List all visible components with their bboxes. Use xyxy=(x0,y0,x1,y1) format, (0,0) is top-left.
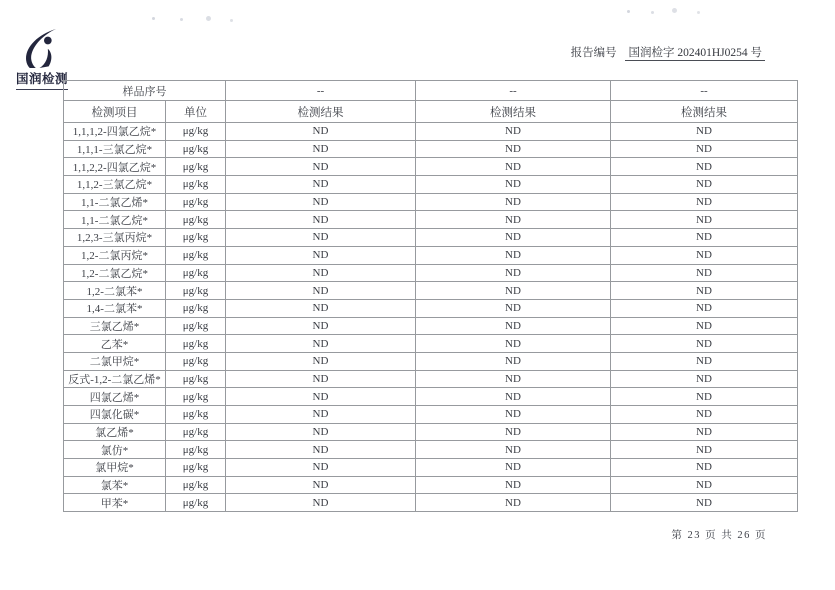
result-cell: ND xyxy=(416,459,611,477)
table-row xyxy=(64,317,798,335)
result-cell: ND xyxy=(226,158,416,176)
unit-cell: μg/kg xyxy=(166,299,226,317)
result-cell: ND xyxy=(416,193,611,211)
logo-g-icon xyxy=(22,28,62,68)
item-cell: 甲苯* xyxy=(64,494,166,512)
unit-cell: μg/kg xyxy=(166,459,226,477)
item-cell: 1,2-二氯乙烷* xyxy=(64,264,166,282)
table-row xyxy=(64,406,798,424)
column-header-row xyxy=(64,101,798,123)
table-row xyxy=(64,140,798,158)
item-cell: 1,1-二氯乙烷* xyxy=(64,211,166,229)
result-cell: ND xyxy=(226,388,416,406)
result-cell: ND xyxy=(416,370,611,388)
result-cell: ND xyxy=(226,370,416,388)
unit-cell: μg/kg xyxy=(166,193,226,211)
result-cell: ND xyxy=(226,140,416,158)
item-cell: 氯乙烯* xyxy=(64,423,166,441)
result-cell: ND xyxy=(611,193,798,211)
item-cell: 1,1,2,2-四氯乙烷* xyxy=(64,158,166,176)
result-cell: ND xyxy=(226,211,416,229)
result-cell: ND xyxy=(611,211,798,229)
table-row xyxy=(64,352,798,370)
result-cell: ND xyxy=(611,335,798,353)
unit-cell: μg/kg xyxy=(166,140,226,158)
item-cell: 氯苯* xyxy=(64,476,166,494)
result-cell: ND xyxy=(416,441,611,459)
result-cell: ND xyxy=(611,494,798,512)
unit-cell: μg/kg xyxy=(166,317,226,335)
result-cell: ND xyxy=(611,123,798,141)
result-cell: ND xyxy=(416,476,611,494)
result-cell: ND xyxy=(611,229,798,247)
result-cell: ND xyxy=(226,229,416,247)
table-row xyxy=(64,370,798,388)
table-row xyxy=(64,282,798,300)
result-cell: ND xyxy=(611,406,798,424)
result-cell: ND xyxy=(226,441,416,459)
result-cell: ND xyxy=(416,299,611,317)
result-cell: ND xyxy=(611,459,798,477)
results-tbody xyxy=(64,81,798,512)
table-row xyxy=(64,123,798,141)
item-cell: 三氯乙烯* xyxy=(64,317,166,335)
sample-number-label: 样品序号 xyxy=(64,81,226,101)
unit-cell: μg/kg xyxy=(166,264,226,282)
column-header-result: 检测结果 xyxy=(416,101,611,123)
result-cell: ND xyxy=(416,176,611,194)
table-row xyxy=(64,441,798,459)
table-row xyxy=(64,176,798,194)
item-cell: 1,1,1-三氯乙烷* xyxy=(64,140,166,158)
result-cell: ND xyxy=(611,370,798,388)
unit-cell: μg/kg xyxy=(166,229,226,247)
result-cell: ND xyxy=(226,494,416,512)
scan-artifact-right xyxy=(627,10,630,13)
result-cell: ND xyxy=(416,123,611,141)
sample-number-value: -- xyxy=(226,81,416,101)
result-cell: ND xyxy=(226,406,416,424)
table-row xyxy=(64,459,798,477)
result-cell: ND xyxy=(416,494,611,512)
item-cell: 1,2,3-三氯丙烷* xyxy=(64,229,166,247)
result-cell: ND xyxy=(416,140,611,158)
result-cell: ND xyxy=(416,335,611,353)
results-table xyxy=(63,80,798,512)
result-cell: ND xyxy=(611,299,798,317)
table-row xyxy=(64,299,798,317)
result-cell: ND xyxy=(416,246,611,264)
scan-artifact-left xyxy=(152,17,155,20)
result-cell: ND xyxy=(416,158,611,176)
report-number-line xyxy=(571,44,765,60)
unit-cell: μg/kg xyxy=(166,423,226,441)
result-cell: ND xyxy=(416,264,611,282)
result-cell: ND xyxy=(611,441,798,459)
item-cell: 氯甲烷* xyxy=(64,459,166,477)
unit-cell: μg/kg xyxy=(166,282,226,300)
result-cell: ND xyxy=(226,246,416,264)
result-cell: ND xyxy=(416,211,611,229)
result-cell: ND xyxy=(416,352,611,370)
unit-cell: μg/kg xyxy=(166,123,226,141)
unit-cell: μg/kg xyxy=(166,335,226,353)
result-cell: ND xyxy=(416,406,611,424)
result-cell: ND xyxy=(611,264,798,282)
result-cell: ND xyxy=(611,352,798,370)
result-cell: ND xyxy=(226,193,416,211)
result-cell: ND xyxy=(611,317,798,335)
unit-cell: μg/kg xyxy=(166,476,226,494)
unit-cell: μg/kg xyxy=(166,370,226,388)
item-cell: 四氯化碳* xyxy=(64,406,166,424)
item-cell: 二氯甲烷* xyxy=(64,352,166,370)
item-cell: 反式-1,2-二氯乙烯* xyxy=(64,370,166,388)
column-header-unit: 单位 xyxy=(166,101,226,123)
table-row xyxy=(64,264,798,282)
unit-cell: μg/kg xyxy=(166,158,226,176)
unit-cell: μg/kg xyxy=(166,494,226,512)
result-cell: ND xyxy=(611,176,798,194)
sample-number-value: -- xyxy=(611,81,798,101)
report-number-value: 国润检字 202401HJ0254 号 xyxy=(625,47,765,61)
result-cell: ND xyxy=(611,158,798,176)
item-cell: 四氯乙烯* xyxy=(64,388,166,406)
result-cell: ND xyxy=(226,423,416,441)
report-number-label: 报告编号 xyxy=(570,47,617,59)
result-cell: ND xyxy=(226,317,416,335)
table-row xyxy=(64,335,798,353)
column-header-result: 检测结果 xyxy=(226,101,416,123)
logo-text: 国润检测 xyxy=(16,69,68,90)
item-cell: 1,1,2-三氯乙烷* xyxy=(64,176,166,194)
result-cell: ND xyxy=(226,352,416,370)
sample-number-value: -- xyxy=(416,81,611,101)
item-cell: 1,2-二氯苯* xyxy=(64,282,166,300)
result-cell: ND xyxy=(226,282,416,300)
unit-cell: μg/kg xyxy=(166,246,226,264)
item-cell: 1,2-二氯丙烷* xyxy=(64,246,166,264)
unit-cell: μg/kg xyxy=(166,211,226,229)
table-row xyxy=(64,229,798,247)
result-cell: ND xyxy=(416,282,611,300)
result-cell: ND xyxy=(226,335,416,353)
result-cell: ND xyxy=(416,229,611,247)
result-cell: ND xyxy=(226,299,416,317)
page-number: 第 23 页 共 26 页 xyxy=(671,530,767,541)
table-row xyxy=(64,246,798,264)
table-row xyxy=(64,494,798,512)
item-cell: 乙苯* xyxy=(64,335,166,353)
result-cell: ND xyxy=(416,317,611,335)
table-row xyxy=(64,423,798,441)
result-cell: ND xyxy=(611,476,798,494)
result-cell: ND xyxy=(226,264,416,282)
sample-number-row xyxy=(64,81,798,101)
result-cell: ND xyxy=(611,282,798,300)
unit-cell: μg/kg xyxy=(166,352,226,370)
table-row xyxy=(64,211,798,229)
item-cell: 1,1,1,2-四氯乙烷* xyxy=(64,123,166,141)
table-row xyxy=(64,476,798,494)
result-cell: ND xyxy=(226,176,416,194)
result-cell: ND xyxy=(226,459,416,477)
result-cell: ND xyxy=(226,476,416,494)
item-cell: 1,1-二氯乙烯* xyxy=(64,193,166,211)
result-cell: ND xyxy=(416,423,611,441)
item-cell: 氯仿* xyxy=(64,441,166,459)
column-header-item: 检测项目 xyxy=(64,101,166,123)
result-cell: ND xyxy=(226,123,416,141)
table-row xyxy=(64,158,798,176)
unit-cell: μg/kg xyxy=(166,388,226,406)
result-cell: ND xyxy=(611,388,798,406)
table-row xyxy=(64,388,798,406)
unit-cell: μg/kg xyxy=(166,176,226,194)
column-header-result: 检测结果 xyxy=(611,101,798,123)
result-cell: ND xyxy=(611,246,798,264)
result-cell: ND xyxy=(611,140,798,158)
unit-cell: μg/kg xyxy=(166,441,226,459)
result-cell: ND xyxy=(611,423,798,441)
item-cell: 1,4-二氯苯* xyxy=(64,299,166,317)
unit-cell: μg/kg xyxy=(166,406,226,424)
result-cell: ND xyxy=(416,388,611,406)
table-row xyxy=(64,193,798,211)
